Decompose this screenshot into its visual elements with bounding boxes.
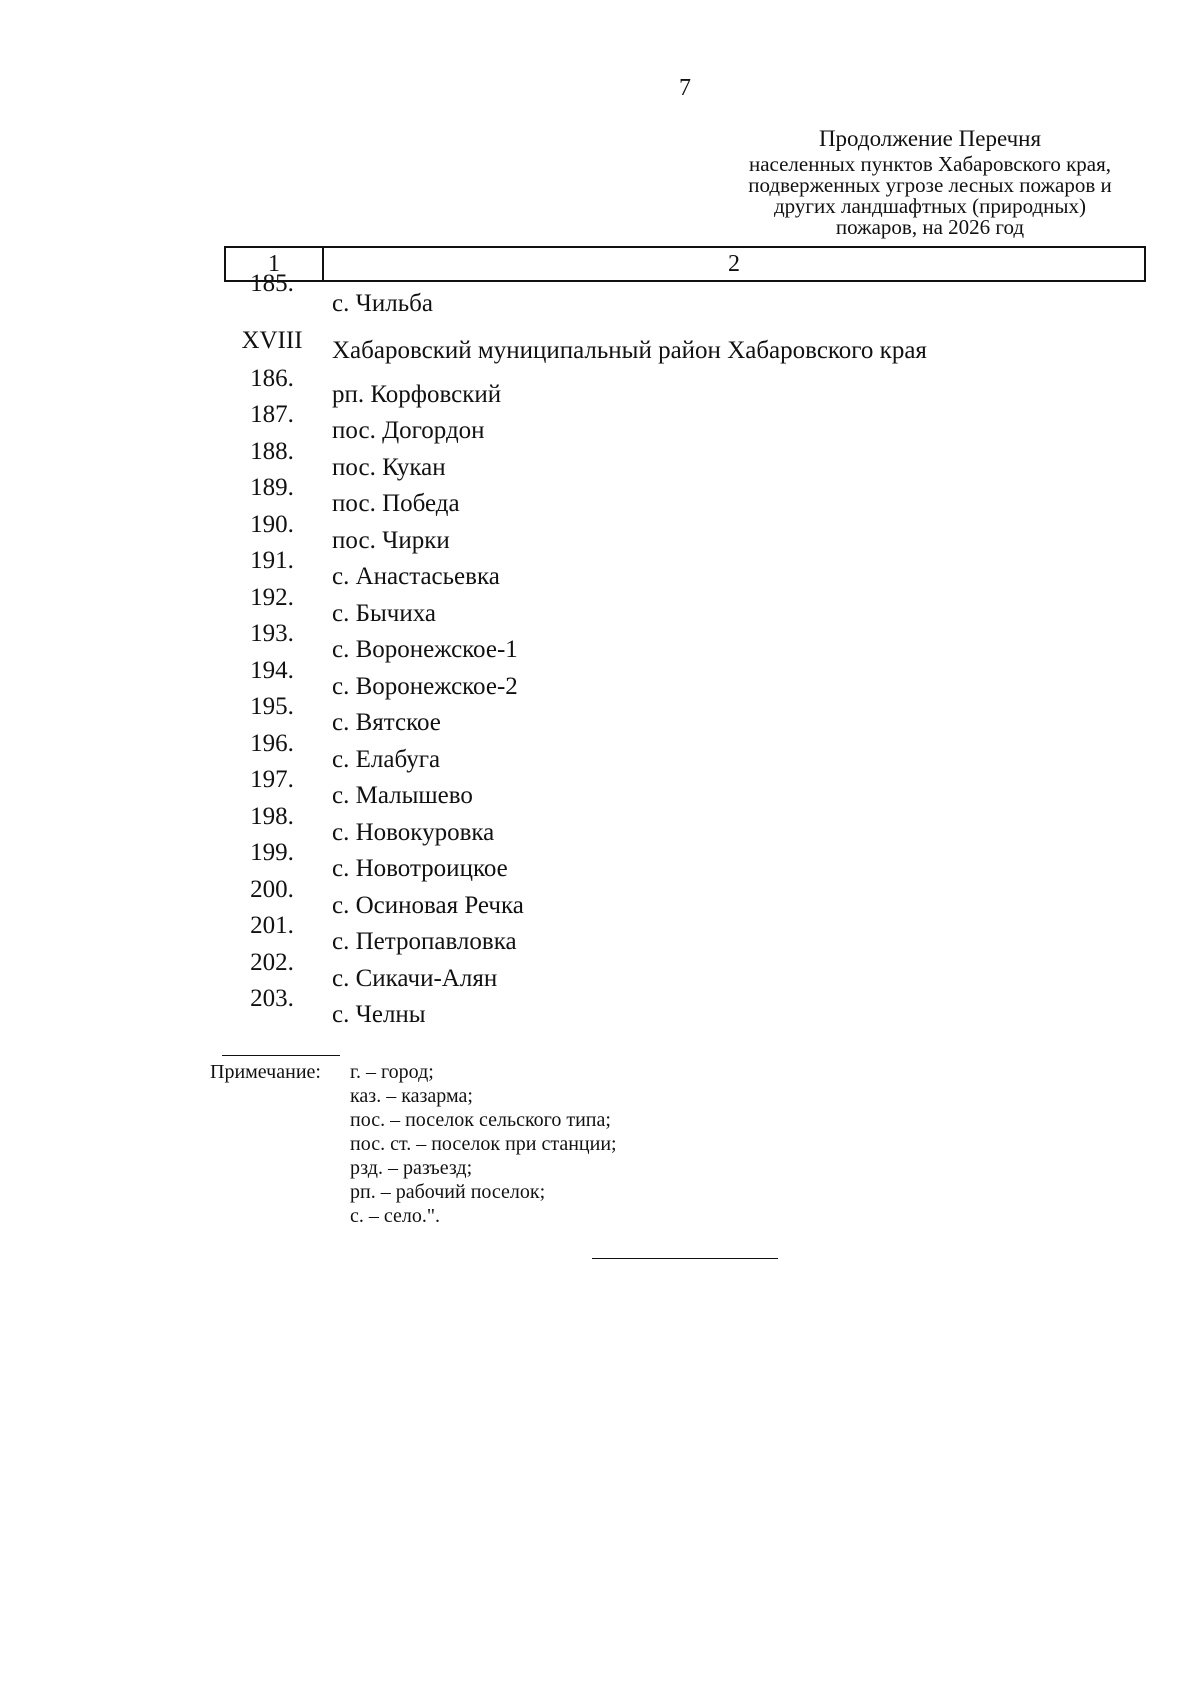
- table-row: [224, 912, 1146, 955]
- note-lines: [350, 1060, 617, 1228]
- column-1-header: 1: [226, 248, 324, 280]
- table-row: [224, 270, 1146, 317]
- table-row: [224, 510, 1146, 554]
- row-number: 191.: [250, 547, 294, 574]
- settlement-name: с. Новотроицкое: [332, 855, 508, 882]
- settlement-name: с. Воронежское-1: [332, 636, 518, 663]
- table-row: [224, 839, 1146, 882]
- settlement-name: пос. Кукан: [332, 453, 446, 481]
- heading-line-2: населенных пунктов Хабаровского края,: [748, 152, 1112, 176]
- row-number: 193.: [250, 620, 294, 647]
- settlement-name: с. Воронежское-2: [332, 672, 518, 700]
- district-name: Хабаровский муниципальный район Хабаровского края: [332, 336, 927, 364]
- settlement-name: пос. Чирки: [332, 526, 450, 554]
- row-number: 188.: [250, 437, 294, 465]
- table-row: [224, 802, 1146, 846]
- district-row: [224, 313, 1146, 364]
- table-row: [224, 729, 1146, 773]
- heading-line-5: пожаров, на 2026 год: [835, 215, 1025, 239]
- heading-line-3: подверженных угрозе лесных пожаров и: [748, 173, 1112, 197]
- table-row: [224, 437, 1146, 481]
- table-row: [224, 875, 1146, 919]
- table-row: [224, 401, 1146, 444]
- row-number: 186.: [250, 364, 294, 392]
- row-number: 187.: [250, 401, 294, 428]
- settlement-name: пос. Победа: [332, 490, 460, 517]
- end-of-document-line: [592, 1258, 778, 1259]
- heading-line-1: Продолжение Перечня: [818, 126, 1042, 151]
- district-number: XVIII: [241, 326, 303, 354]
- note-line: пос. – поселок сельского типа;: [350, 1109, 611, 1131]
- settlement-name: с. Осиновая Речка: [332, 891, 524, 919]
- settlement-name: с. Челны: [332, 1001, 426, 1028]
- note-line: рп. – рабочий поселок;: [350, 1181, 546, 1203]
- row-number: 198.: [250, 802, 294, 830]
- settlements-table: [224, 270, 1146, 1028]
- note-separator-line: [222, 1055, 340, 1056]
- row-number: 203.: [250, 985, 294, 1012]
- note-line: с. – село.".: [350, 1205, 441, 1227]
- note-line: каз. – казарма;: [350, 1085, 473, 1107]
- row-number: 185.: [250, 270, 294, 297]
- table-row: [224, 766, 1146, 809]
- row-number: 201.: [250, 912, 294, 939]
- row-number: 189.: [250, 474, 294, 501]
- settlement-name: пос. Догордон: [332, 417, 485, 444]
- table-row: [224, 364, 1146, 408]
- table-row: [224, 474, 1146, 517]
- note-label: Примечание:: [210, 1061, 321, 1083]
- settlement-name: с. Малышево: [332, 782, 473, 809]
- row-number: 196.: [250, 729, 294, 757]
- settlement-name: с. Вятское: [332, 709, 441, 736]
- settlement-name: с. Чильба: [332, 290, 433, 317]
- table-row: [224, 985, 1146, 1028]
- note-line: рзд. – разъезд;: [350, 1157, 473, 1179]
- row-number: 200.: [250, 875, 294, 903]
- note-line: г. – город;: [350, 1061, 434, 1083]
- table-row: [224, 948, 1146, 992]
- note-line: пос. ст. – поселок при станции;: [350, 1133, 617, 1155]
- row-number: 199.: [250, 839, 294, 866]
- row-number: 195.: [250, 693, 294, 720]
- settlement-name: рп. Корфовский: [332, 380, 502, 408]
- table-row: [224, 693, 1146, 736]
- page-number: 7: [679, 75, 691, 101]
- table-row: [224, 620, 1146, 663]
- row-number: 197.: [250, 766, 294, 793]
- row-number: 192.: [250, 583, 294, 611]
- row-number: 202.: [250, 948, 294, 976]
- settlement-name: с. Сикачи-Алян: [332, 964, 498, 992]
- row-number: 194.: [250, 656, 294, 684]
- settlement-name: с. Елабуга: [332, 745, 441, 773]
- table-row: [224, 583, 1146, 627]
- settlement-name: с. Анастасьевка: [332, 563, 500, 590]
- column-2-header: 2: [728, 251, 740, 277]
- table-row: [224, 656, 1146, 700]
- table-row: [224, 547, 1146, 590]
- settlement-name: с. Бычиха: [332, 599, 436, 627]
- row-number: 190.: [250, 510, 294, 538]
- settlement-name: с. Новокуровка: [332, 818, 495, 846]
- heading-line-4: других ландшафтных (природных): [774, 194, 1086, 218]
- settlement-name: с. Петропавловка: [332, 928, 517, 955]
- document-heading: [700, 124, 1160, 238]
